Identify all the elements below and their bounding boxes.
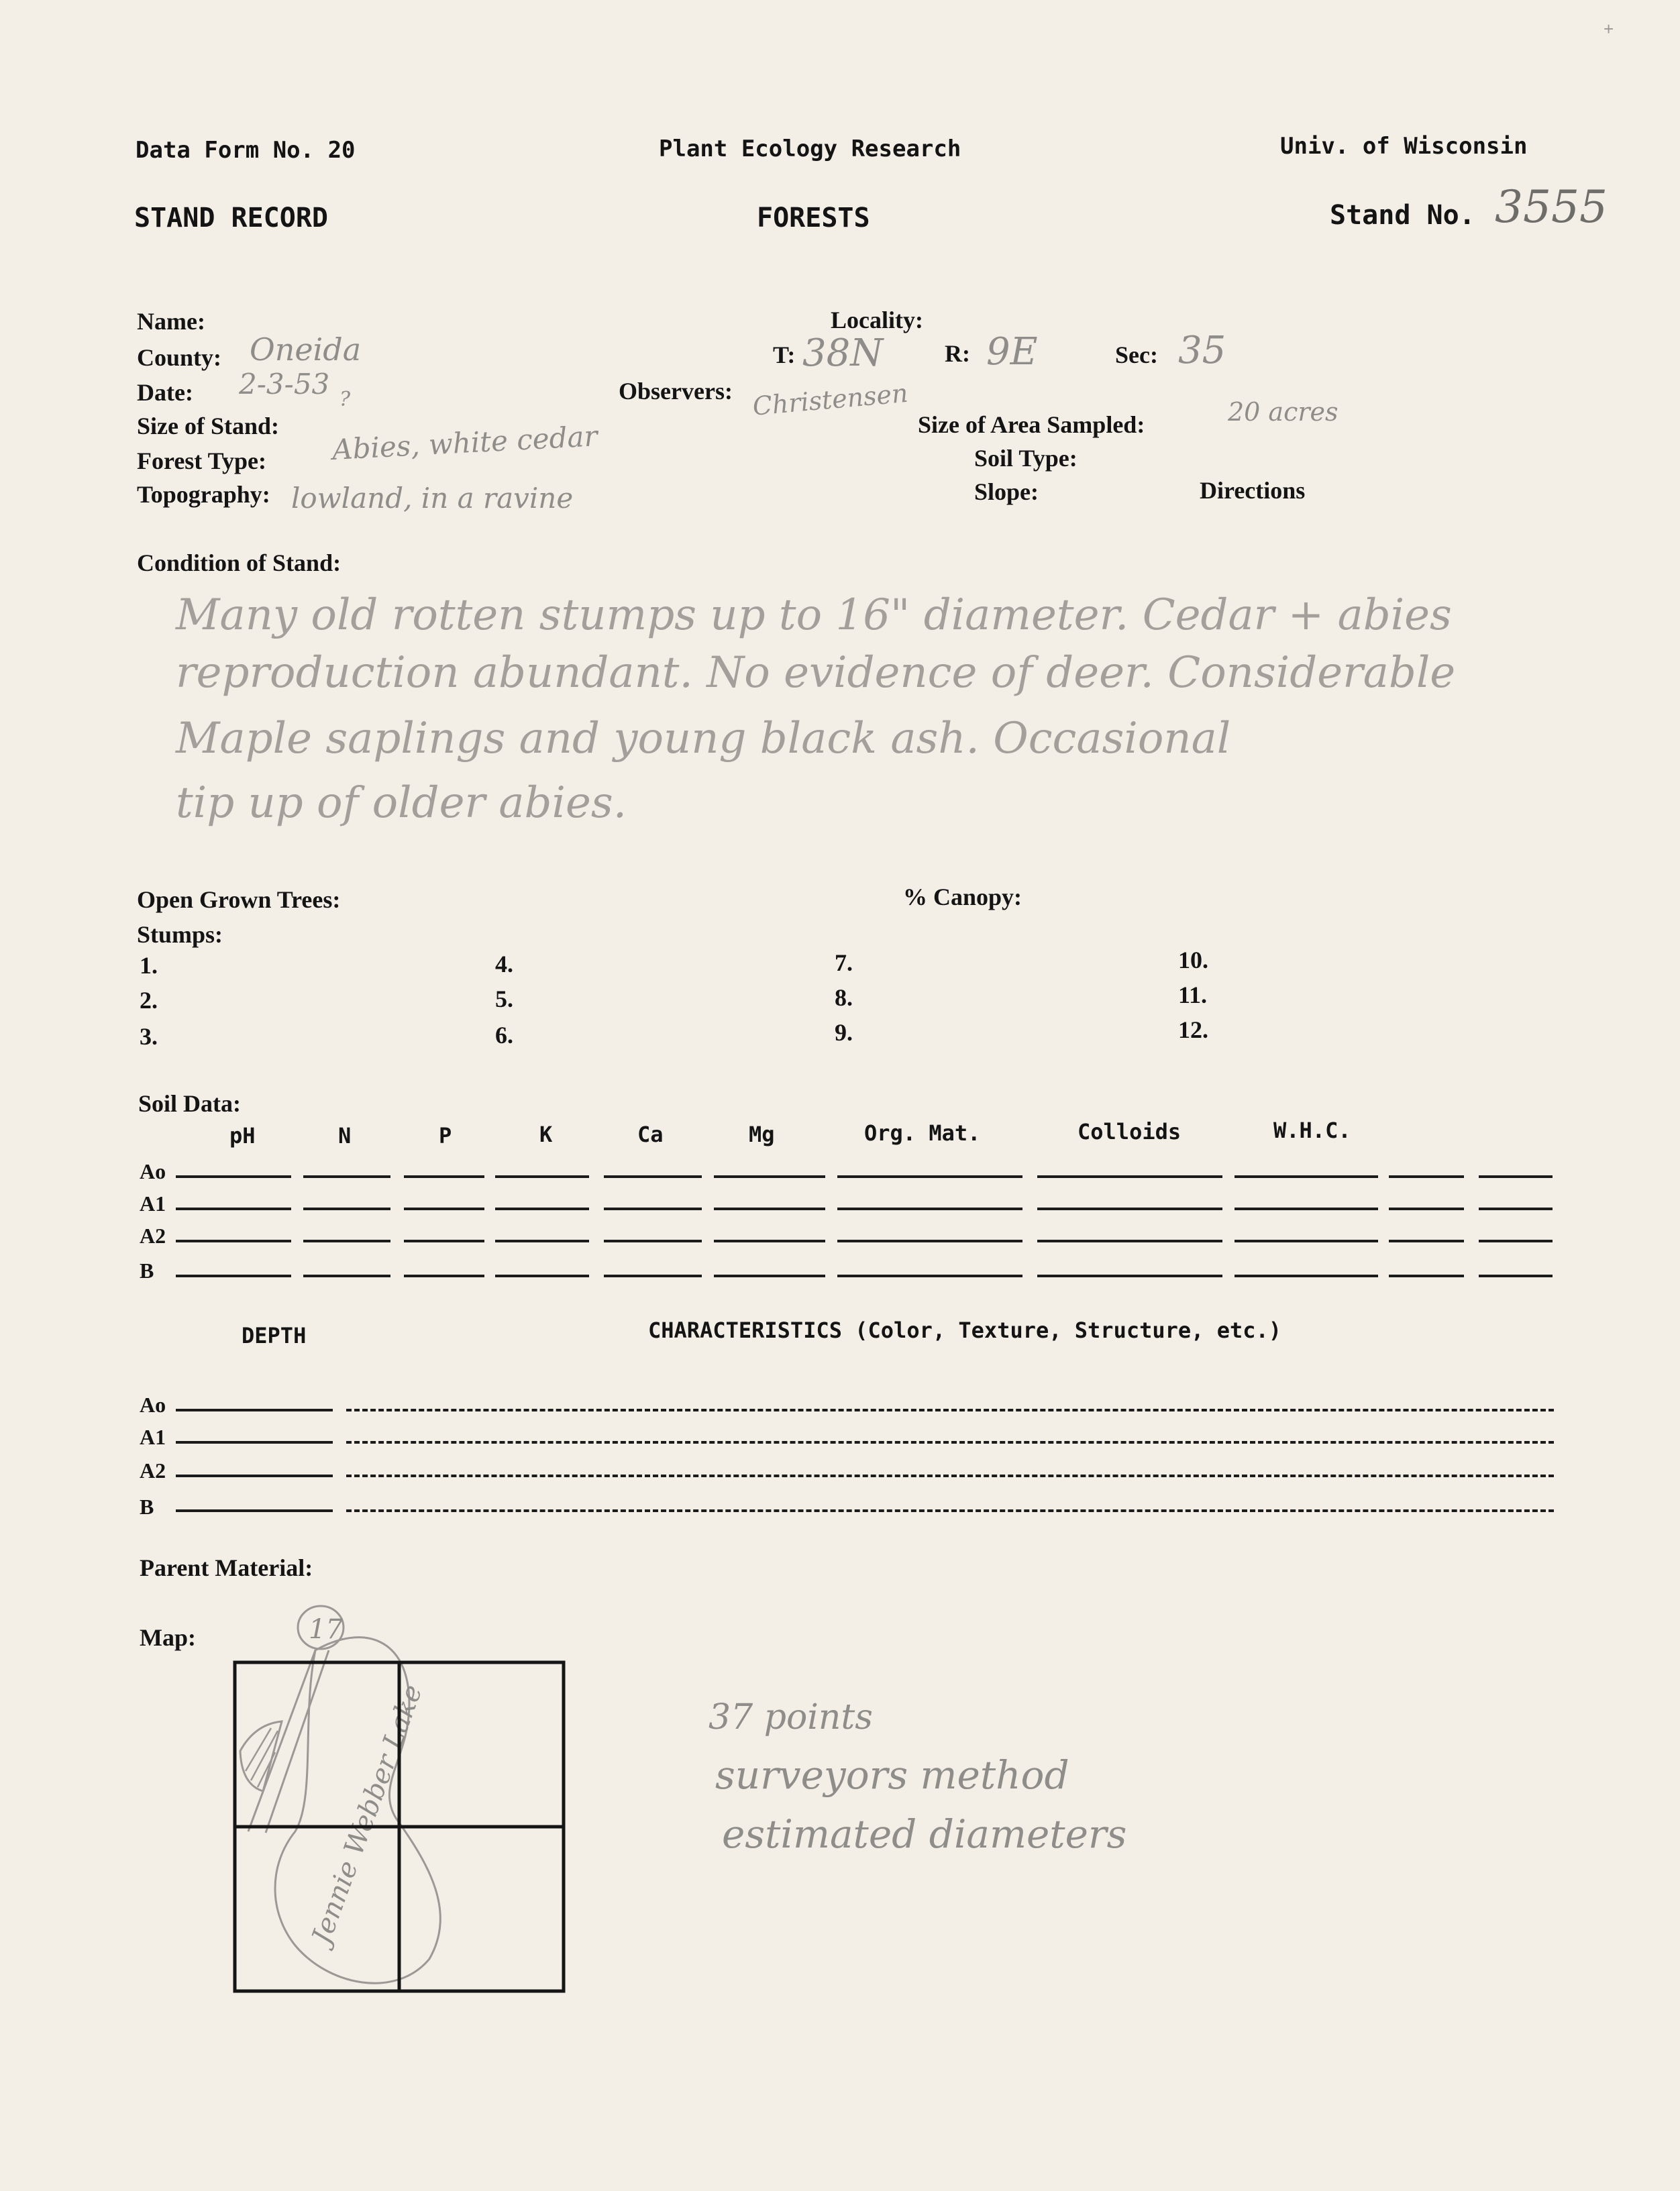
stand-number-label: Stand No.: [1330, 200, 1475, 231]
directions-label: Directions: [1200, 477, 1306, 504]
township-label: T:: [773, 341, 796, 368]
characteristics-label: CHARACTERISTICS (Color, Texture, Structure, etc.): [648, 1318, 1282, 1343]
section-value: 35: [1178, 329, 1226, 372]
topography-value: lowland, in a ravine: [291, 482, 574, 515]
condition-line-1: Many old rotten stumps up to 16" diameter. Cedar + abies: [176, 590, 1452, 640]
horizon-label: A2: [140, 1458, 166, 1483]
stump-number: 7.: [835, 949, 853, 976]
observers-value: Christensen: [751, 378, 910, 421]
horizon-label: Ao: [140, 1159, 166, 1183]
record-title: STAND RECORD: [134, 203, 328, 233]
name-label: Name:: [137, 308, 205, 335]
horizon-label: B: [140, 1259, 154, 1283]
stump-number: 5.: [495, 985, 513, 1012]
stump-number: 10.: [1178, 947, 1208, 973]
stump-number: 3.: [140, 1023, 158, 1050]
stump-number: 8.: [835, 984, 853, 1011]
corner-mark: +: [1604, 19, 1614, 39]
observers-label: Observers:: [619, 378, 733, 405]
topography-label: Topography:: [137, 481, 270, 508]
depth-label: DEPTH: [242, 1323, 307, 1348]
forest-type-label: Forest Type:: [137, 447, 266, 474]
range-label: R:: [945, 340, 970, 367]
size-of-area-value: 20 acres: [1228, 397, 1338, 427]
form-number: Data Form No. 20: [136, 137, 356, 164]
stump-number: 12.: [1178, 1016, 1208, 1043]
stump-number: 9.: [835, 1019, 853, 1046]
soil-column-header: pH: [229, 1123, 256, 1148]
condition-line-2: reproduction abundant. No evidence of deer. Considerable: [176, 648, 1456, 698]
canopy-label: % Canopy:: [903, 884, 1022, 910]
date-question-mark: ?: [339, 388, 351, 411]
condition-line-4: tip up of older abies.: [176, 778, 627, 828]
open-grown-trees-label: Open Grown Trees:: [137, 886, 341, 913]
soil-column-header: K: [539, 1122, 553, 1147]
horizon-label: B: [140, 1495, 154, 1519]
date-value: 2-3-53: [239, 368, 330, 400]
parent-material-label: Parent Material:: [140, 1554, 313, 1581]
soil-column-header: Org. Mat.: [864, 1120, 981, 1146]
size-of-stand-label: Size of Stand:: [137, 413, 280, 439]
soil-column-header: N: [338, 1123, 352, 1148]
horizon-label: A1: [140, 1191, 166, 1216]
condition-label: Condition of Stand:: [137, 549, 342, 576]
stand-number-value: 3555: [1495, 181, 1608, 233]
horizon-label: A2: [140, 1224, 166, 1248]
horizon-label: Ao: [140, 1393, 166, 1417]
date-label: Date:: [137, 379, 193, 406]
soil-column-header: Mg: [749, 1122, 775, 1147]
soil-type-label: Soil Type:: [974, 445, 1078, 472]
section-label: Sec:: [1115, 341, 1158, 368]
soil-column-header: Colloids: [1078, 1119, 1182, 1144]
stump-number: 2.: [140, 987, 158, 1014]
department-title: Plant Ecology Research: [659, 136, 961, 162]
category-title: FORESTS: [757, 203, 870, 233]
county-value: Oneida: [250, 331, 362, 368]
soil-column-header: P: [439, 1123, 452, 1148]
forest-type-value: Abies, white cedar: [331, 419, 598, 466]
condition-line-3: Maple saplings and young black ash. Occasional: [176, 714, 1231, 763]
soil-column-header: Ca: [637, 1122, 664, 1147]
horizon-label: A1: [140, 1425, 166, 1449]
slope-label: Slope:: [974, 478, 1039, 505]
notes-line-2: surveyors method: [715, 1752, 1069, 1798]
map-circle-number: 17: [309, 1614, 343, 1645]
notes-line-3: estimated diameters: [722, 1811, 1127, 1857]
map-label: Map:: [140, 1624, 196, 1651]
township-value: 38N: [802, 331, 884, 375]
stand-map: [228, 1597, 577, 1999]
notes-line-1: 37 points: [708, 1697, 873, 1738]
lake-label: Jennie Webber Lake: [306, 1680, 429, 1948]
stump-number: 1.: [140, 952, 158, 979]
university-name: Univ. of Wisconsin: [1280, 133, 1528, 160]
stumps-label: Stumps:: [137, 921, 223, 948]
range-value: 9E: [986, 330, 1038, 374]
stump-number: 6.: [495, 1022, 513, 1049]
soil-column-header: W.H.C.: [1273, 1118, 1351, 1143]
locality-label: Locality:: [831, 307, 923, 333]
soil-data-label: Soil Data:: [138, 1090, 241, 1117]
stump-number: 4.: [495, 951, 513, 977]
stump-number: 11.: [1178, 981, 1208, 1008]
county-label: County:: [137, 344, 222, 371]
size-of-area-label: Size of Area Sampled:: [918, 411, 1145, 438]
